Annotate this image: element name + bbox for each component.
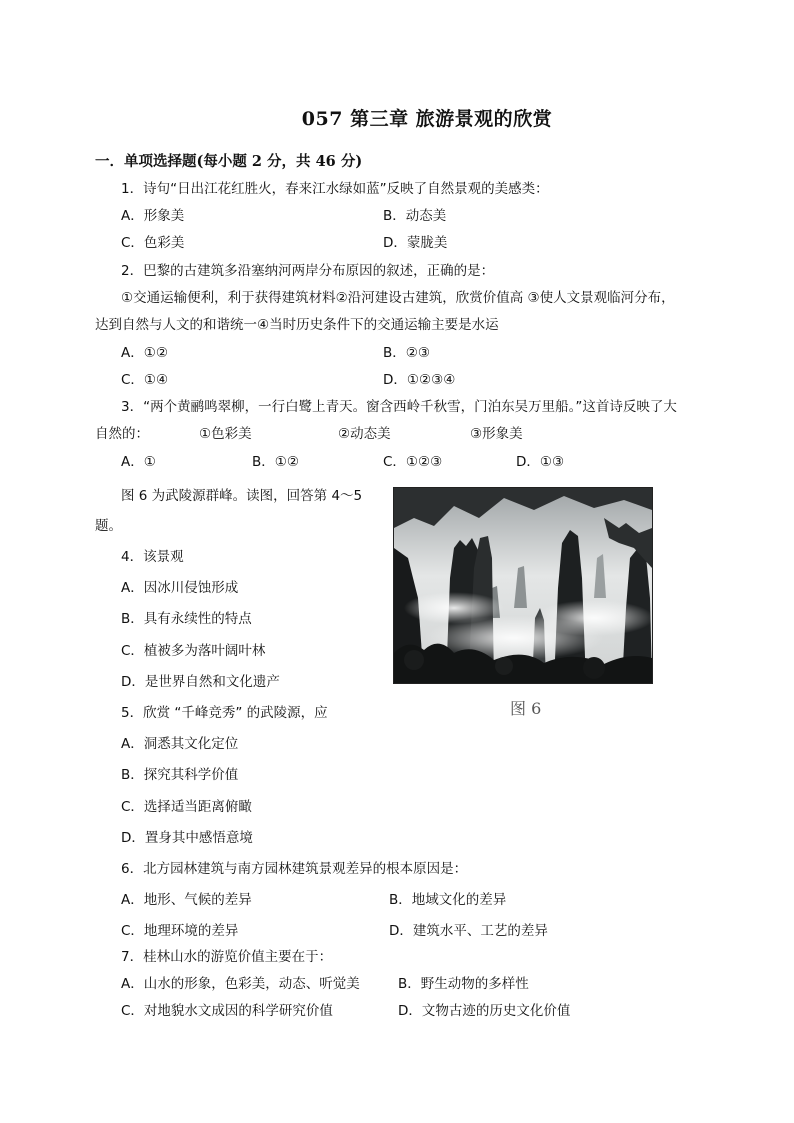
question-7-option-b: B．野生动物的多样性 (398, 976, 529, 992)
question-3-statement-2: ②动态美 (338, 426, 391, 442)
question-5-option-c: C．选择适当距离俯瞰 (121, 799, 252, 815)
question-2-option-a: A．①② (121, 345, 168, 361)
question-4-option-d: D．是世界自然和文化遗产 (121, 674, 280, 690)
page-title: 057 第三章 旅游景观的欣赏 (301, 108, 553, 130)
question-1-option-c: C．色彩美 (121, 235, 185, 251)
question-3-statement-3: ③形象美 (470, 426, 523, 442)
question-4-option-c: C．植被多为落叶阔叶林 (121, 643, 266, 659)
question-3-stem: 3．“两个黄鹂鸣翠柳，一行白鹭上青天。窗含西岭千秋雪，门泊东吴万里船。”这首诗反映了大 (121, 399, 677, 415)
question-6-stem: 6．北方园林建筑与南方园林建筑景观差异的根本原因是： (121, 861, 468, 877)
question-7-stem: 7．桂林山水的游览价值主要在于： (121, 949, 333, 965)
question-2-statement-line-2: 达到自然与人文的和谐统一④当时历史条件下的交通运输主要是水运 (95, 317, 499, 333)
question-5-option-d: D．置身其中感悟意境 (121, 830, 253, 846)
figure-intro-line-2: 题。 (95, 518, 122, 534)
question-1-option-d: D．蒙胧美 (383, 235, 448, 251)
question-4-stem: 4．该景观 (121, 549, 184, 565)
figure-intro-line-1: 图 6 为武陵源群峰。读图，回答第 4～5 (121, 488, 363, 504)
section-heading: 一．单项选择题(每小题 2 分，共 46 分) (95, 153, 363, 170)
question-6-option-a: A．地形、气候的差异 (121, 892, 252, 908)
question-2-option-d: D．①②③④ (383, 372, 456, 388)
question-5-option-a: A．洞悉其文化定位 (121, 736, 239, 752)
wulingyuan-peaks-photo (393, 487, 653, 684)
question-3-option-a: A．① (121, 454, 156, 470)
question-4-option-a: A．因冰川侵蚀形成 (121, 580, 239, 596)
question-1-option-b: B．动态美 (383, 208, 447, 224)
question-3-option-c: C．①②③ (383, 454, 443, 470)
question-7-option-c: C．对地貌水文成因的科学研究价值 (121, 1003, 333, 1019)
question-2-stem: 2．巴黎的古建筑多沿塞纳河两岸分布原因的叙述，正确的是： (121, 263, 495, 279)
question-6-option-b: B．地域文化的差异 (389, 892, 507, 908)
question-3-option-b: B．①② (252, 454, 299, 470)
question-7-option-d: D．文物古迹的历史文化价值 (398, 1003, 571, 1019)
question-4-option-b: B．具有永续性的特点 (121, 611, 252, 627)
question-5-stem: 5．欣赏 “千峰竞秀” 的武陵源，应 (121, 705, 328, 721)
question-6-option-c: C．地理环境的差异 (121, 923, 239, 939)
question-2-option-c: C．①④ (121, 372, 169, 388)
question-6-option-d: D．建筑水平、工艺的差异 (389, 923, 548, 939)
question-5-option-b: B．探究其科学价值 (121, 767, 239, 783)
question-1-stem: 1．诗句“日出江花红胜火，春来江水绿如蓝”反映了自然景观的美感类： (121, 181, 549, 197)
question-3-statement-1: ①色彩美 (199, 426, 252, 442)
question-3-option-d: D．①③ (516, 454, 565, 470)
question-1-option-a: A．形象美 (121, 208, 185, 224)
question-3-stem-line-2: 自然的： (95, 426, 149, 442)
figure-caption: 图 6 (510, 699, 542, 718)
question-2-option-b: B．②③ (383, 345, 430, 361)
question-7-option-a: A．山水的形象，色彩美，动态、听觉美 (121, 976, 360, 992)
question-2-statement-line-1: ①交通运输便利，利于获得建筑材料②沿河建设古建筑，欣赏价值高 ③使人文景观临河分布， (121, 290, 675, 306)
